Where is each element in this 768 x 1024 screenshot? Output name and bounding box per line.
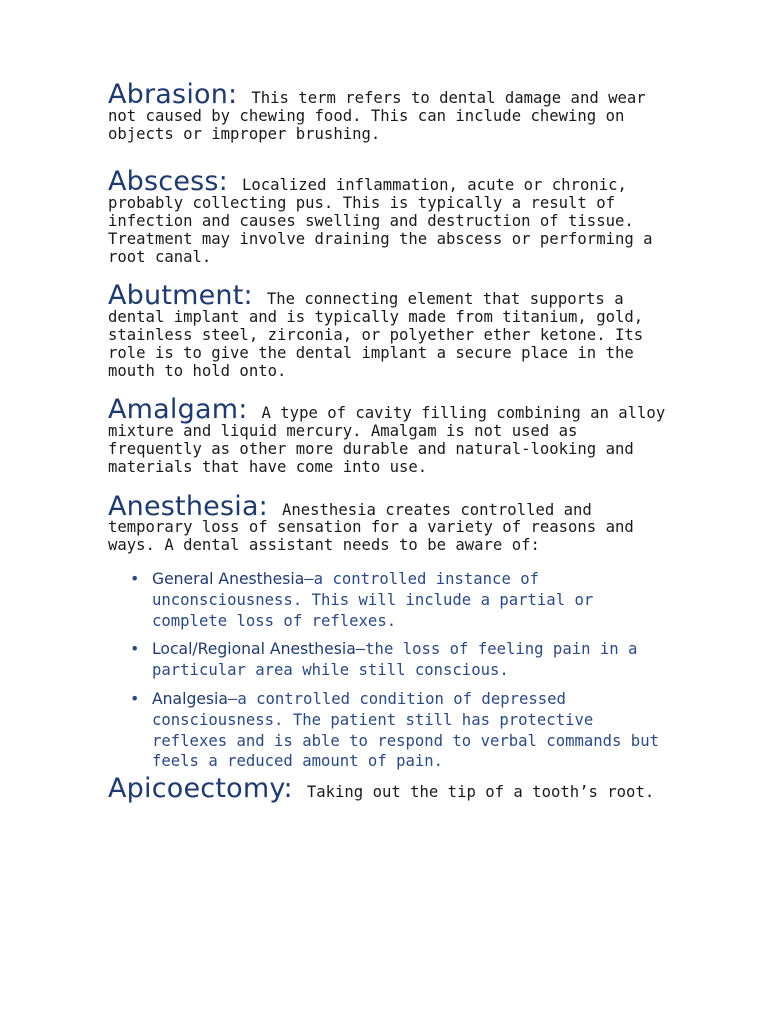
bullet-text: –a controlled instance of unconsciousness. This will include a partial or complete loss of reflexes.: [152, 569, 594, 630]
bullet-term: General Anesthesia: [152, 569, 305, 588]
definition-abrasion: This term refers to dental damage and wear not caused by chewing food. This can include chewing on objects or improper brushing.: [108, 89, 646, 143]
list-item-local-regional-anesthesia: [130, 639, 668, 681]
term-abutment: Abutment:: [108, 280, 253, 312]
entry-apicoectomy: [108, 773, 668, 805]
definition-amalgam: A type of cavity filling combining an alloy mixture and liquid mercury. Amalgam is not used as frequently as other more durable and natural-looking and materials that have come into use.: [108, 404, 666, 476]
list-item-general-anesthesia: [130, 569, 668, 631]
term-amalgam: Amalgam:: [108, 394, 248, 426]
bullet-term: Analgesia: [152, 689, 228, 708]
entry-abrasion: [108, 79, 668, 143]
term-apicoectomy: Apicoectomy:: [108, 773, 293, 805]
bullet-text: –a controlled condition of depressed consciousness. The patient still has protective reflexes and is able to respond to verbal commands but feels a reduced amount of pain.: [152, 689, 659, 771]
bullet-icon: •: [130, 569, 140, 588]
entry-abscess: [108, 166, 668, 266]
term-abscess: Abscess:: [108, 166, 228, 198]
definition-apicoectomy: Taking out the tip of a tooth’s root.: [306, 783, 655, 802]
entry-abutment: [108, 280, 668, 380]
bullet-icon: •: [130, 689, 140, 708]
entry-amalgam: [108, 394, 668, 476]
definition-anesthesia: Anesthesia creates controlled and temporary loss of sensation for a variety of reasons and ways. A dental assistant needs to be aware of:: [108, 500, 634, 555]
definition-abutment: The connecting element that supports a dental implant and is typically made from titanium, gold, stainless steel, zirconia, or polyether ether ketone. Its role is to give the dental implant a secure place in the mouth to hold onto.: [108, 290, 644, 380]
anesthesia-types-list: [108, 569, 668, 772]
term-anesthesia: Anesthesia:: [108, 490, 268, 522]
term-abrasion: Abrasion:: [108, 79, 238, 110]
list-item-analgesia: [130, 689, 668, 772]
definition-abscess: Localized inflammation, acute or chronic, probably collecting pus. This is typically a result of infection and causes swelling and destruction of tissue. Treatment may involve draining the abscess or performing a root canal.: [108, 176, 653, 266]
bullet-icon: •: [130, 640, 140, 659]
bullet-term: Local/Regional Anesthesia: [152, 640, 356, 659]
bullet-text: –the loss of feeling pain in a particular area while still conscious.: [152, 640, 638, 680]
entry-anesthesia: [108, 490, 668, 555]
glossary-page: [108, 79, 668, 805]
